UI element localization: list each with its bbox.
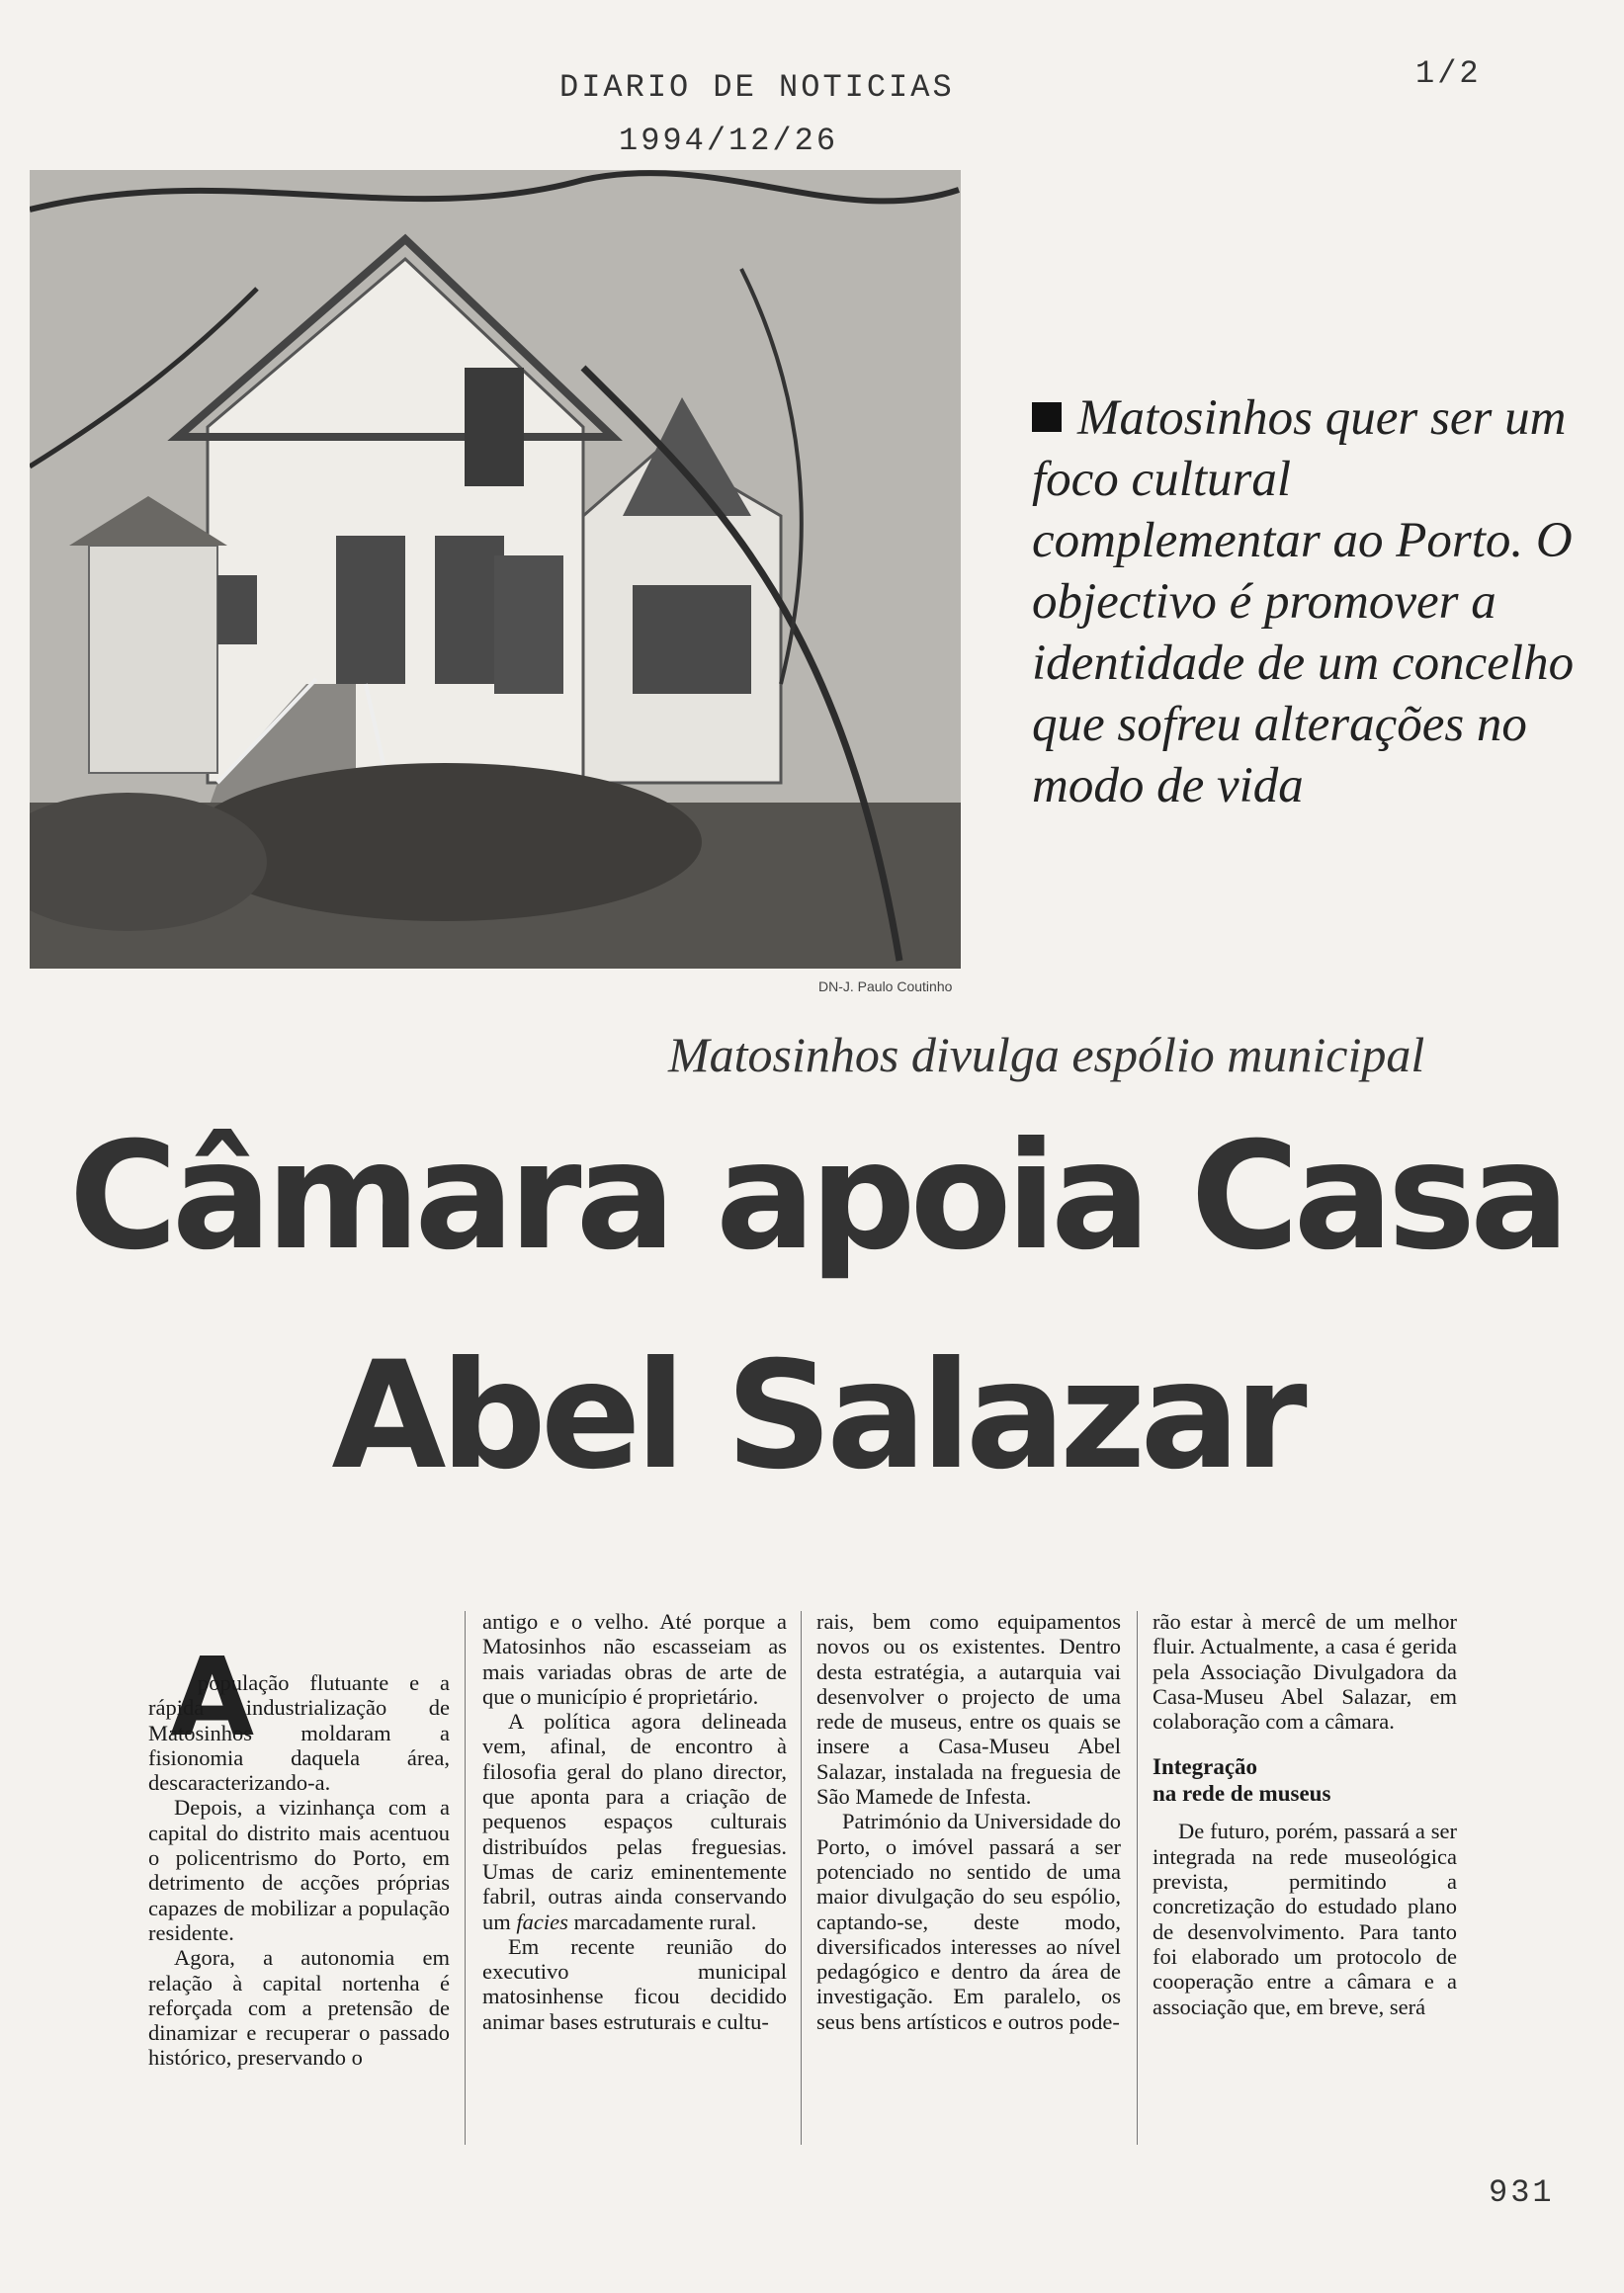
- column-rule: [465, 1611, 466, 2145]
- page-counter: 1/2: [1415, 55, 1482, 92]
- publication-date: 1994/12/26: [619, 123, 839, 159]
- lead-paragraph: [1032, 387, 1585, 816]
- article-column-4: [1153, 1609, 1457, 2019]
- article-column-1: [148, 1670, 450, 2071]
- house-photo: [30, 170, 961, 969]
- subheading: Integração na rede de museus: [1153, 1754, 1331, 1807]
- bullet-square-icon: [1032, 402, 1062, 432]
- paragraph: A política agora delineada vem, afinal, de encontro à filosofia geral do plano director, que aponta para a criação de pequenos espaços culturais distribuídos pelas freguesias. Umas de cariz eminentemente fabril, outras ainda conservando um facies marcadamente rural.: [482, 1709, 787, 1934]
- paragraph: rão estar à mercê de um melhor fluir. Actualmente, a casa é gerida pela Associação Divulgadora da Casa-Museu Abel Salazar, em colaboração com a câmara.: [1153, 1609, 1457, 1735]
- article-column-3: [816, 1609, 1121, 2034]
- article-column-2: [482, 1609, 787, 2034]
- column-rule: [1137, 1611, 1138, 2145]
- archive-number: 931: [1489, 2174, 1555, 2211]
- newspaper-source: DIARIO DE NOTICIAS: [559, 69, 955, 106]
- drop-cap: A: [170, 1634, 255, 1760]
- paragraph: Agora, a autonomia em relação à capital nortenha é reforçada com a pretensão de dinamizar e recuperar o passado histórico, preservando o: [148, 1945, 450, 2071]
- paragraph: Património da Universidade do Porto, o imóvel passará a ser potenciado no sentido de uma maior divulgação do seu espólio, captando-se, deste modo, diversificados interesses ao nível pedagógico e dentro da área de investigação. Em paralelo, os seus bens artísticos e outros pode-: [816, 1809, 1121, 2034]
- paragraph: antigo e o velho. Até porque a Matosinhos não escasseiam as mais variadas obras de arte de que o município é proprietário.: [482, 1609, 787, 1709]
- photo-credit: DN-J. Paulo Coutinho: [818, 978, 953, 994]
- kicker: Matosinhos divulga espólio municipal: [668, 1027, 1425, 1082]
- paragraph: Em recente reunião do executivo municipal matosinhense ficou decidido animar bases estruturais e cultu-: [482, 1933, 787, 2034]
- paragraph: De futuro, porém, passará a ser integrada na rede museológica prevista, permitindo a concretização do estudado plano de desenvolvimento. Para tanto foi elaborado um protocolo de cooperação entre a câmara e a associação que, em breve, será: [1153, 1819, 1457, 2019]
- paragraph: rais, bem como equipamentos novos ou os existentes. Dentro desta estratégia, a autarquia vai desenvolver o projecto de uma rede de museus, entre os quais se insere a Casa-Museu Abel Salazar, instalada na freguesia de São Mamede de Infesta.: [816, 1609, 1121, 1810]
- house-illustration: [30, 170, 961, 969]
- column-rule: [801, 1611, 802, 2145]
- lead-text: Matosinhos quer ser um foco cultural complementar ao Porto. O objectivo é promover a identidade de um concelho que sofreu alterações no modo de vida: [1032, 390, 1575, 813]
- paragraph: Depois, a vizinhança com a capital do distrito mais acentuou o policentrismo do Porto, em detrimento de acções próprias capazes de mobilizar a população residente.: [148, 1795, 450, 1945]
- italic-term: facies: [516, 1909, 568, 1934]
- headline: Câmara apoia Casa Abel Salazar: [68, 1111, 1565, 1502]
- paragraph: população flutuante e a rápida industrialização de Matosinhos moldaram a fisionomia daquela área, descaracterizando-a.: [148, 1670, 450, 1796]
